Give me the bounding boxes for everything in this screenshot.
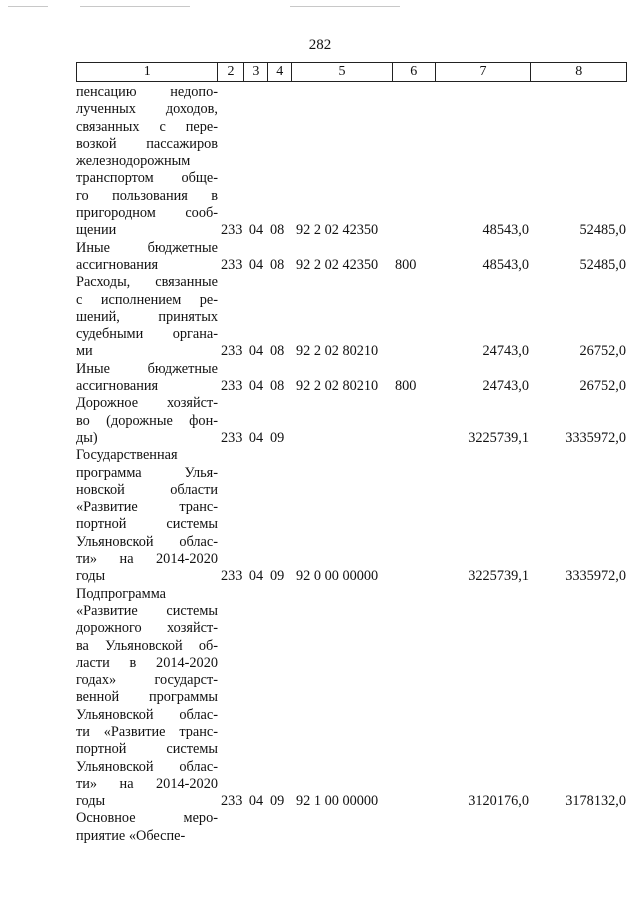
row-name xyxy=(76,84,218,240)
cell-col8: 3335972,0 xyxy=(565,568,626,585)
table-row xyxy=(76,84,627,240)
row-name-line: программа Улья- xyxy=(76,464,218,481)
row-name-line: ва Ульяновской об- xyxy=(76,637,218,654)
cell-col7: 3225739,1 xyxy=(468,429,529,446)
cell-col5: 92 2 02 42350 xyxy=(296,222,379,239)
cell-col4: 08 xyxy=(270,256,285,273)
row-name-line: во (дорожные фон- xyxy=(76,412,218,429)
row-name-line: ти «Развитие транс- xyxy=(76,723,218,740)
row-name-line: Основное меро- xyxy=(76,810,218,827)
cell-col3: 04 xyxy=(248,256,264,273)
table-row xyxy=(76,361,627,396)
cell-col6: 800 xyxy=(395,378,417,395)
row-name-line: Ульяновской облас- xyxy=(76,758,218,775)
table-body xyxy=(76,84,627,845)
row-name-line: новской области xyxy=(76,481,218,498)
cell-col7: 24743,0 xyxy=(482,343,529,360)
table-row xyxy=(76,447,627,585)
table-row xyxy=(76,240,627,275)
cell-col4: 08 xyxy=(270,378,285,395)
row-name-line: возкой пассажиров xyxy=(76,135,218,152)
header-col-4: 4 xyxy=(268,63,292,81)
row-name-line: дорожного хозяйст- xyxy=(76,620,218,637)
table-row xyxy=(76,274,627,360)
cell-col8: 52485,0 xyxy=(579,222,626,239)
cell-col2: 233 xyxy=(221,222,243,239)
row-name xyxy=(76,586,218,811)
cell-col5: 92 2 02 80210 xyxy=(296,343,379,360)
row-name xyxy=(76,361,218,396)
row-name-line: Государственная xyxy=(76,447,178,464)
cell-col7: 3225739,1 xyxy=(468,568,529,585)
cell-col2: 233 xyxy=(221,378,243,395)
row-name-line: ти» на 2014-2020 xyxy=(76,551,218,568)
cell-col3: 04 xyxy=(248,378,264,395)
row-name-line: шений, принятых xyxy=(76,308,218,325)
cell-col2: 233 xyxy=(221,256,243,273)
row-name-line: Иные бюджетные xyxy=(76,239,218,256)
cell-col5: 92 0 00 00000 xyxy=(296,568,379,585)
row-name-line: годы xyxy=(76,793,106,810)
header-col-8: 8 xyxy=(575,64,583,79)
table-row xyxy=(76,586,627,811)
header-col-1: 1 xyxy=(77,63,218,81)
row-name-line: ми xyxy=(76,343,93,360)
cell-col3: 04 xyxy=(248,793,264,810)
row-name-line: «Развитие системы xyxy=(76,602,218,619)
row-name-line: портной системы xyxy=(76,741,218,758)
cell-col8: 26752,0 xyxy=(579,378,626,395)
row-name xyxy=(76,240,218,275)
row-name-line: «Развитие транс- xyxy=(76,499,218,516)
page-number: 282 xyxy=(308,37,332,53)
cell-col2: 233 xyxy=(221,793,243,810)
cell-col4: 09 xyxy=(270,429,285,446)
cell-col6: 800 xyxy=(395,256,417,273)
header-col-2: 2 xyxy=(218,63,244,81)
row-name xyxy=(76,395,218,447)
row-name-line: пригородном сооб- xyxy=(76,205,218,222)
row-name-line: ды) xyxy=(76,429,98,446)
cell-col3: 04 xyxy=(248,343,264,360)
row-name-line: судебными органа- xyxy=(76,326,218,343)
cell-col7: 48543,0 xyxy=(482,222,529,239)
row-name xyxy=(76,274,218,360)
row-name-line: Иные бюджетные xyxy=(76,360,218,377)
row-name-line: железнодорожным xyxy=(76,153,191,170)
row-name-line: приятие «Обеспе- xyxy=(76,827,186,844)
cell-col8: 3178132,0 xyxy=(565,793,626,810)
row-name-line: Дорожное хозяйст- xyxy=(76,395,218,412)
scan-artifact-center xyxy=(80,6,190,7)
row-name-line: ласти в 2014-2020 xyxy=(76,654,218,671)
cell-col2: 233 xyxy=(221,568,243,585)
row-name-line: портной системы xyxy=(76,516,218,533)
cell-col2: 233 xyxy=(221,429,243,446)
row-name-line: ассигнования xyxy=(76,256,159,273)
cell-col3: 04 xyxy=(248,568,264,585)
header-col-5: 5 xyxy=(292,63,393,81)
row-name xyxy=(76,810,218,845)
row-name-line: Подпрограмма xyxy=(76,585,166,602)
cell-col3: 04 xyxy=(248,429,264,446)
row-name-line: с исполнением ре- xyxy=(76,291,218,308)
cell-col7: 24743,0 xyxy=(482,378,529,395)
cell-col5: 92 2 02 42350 xyxy=(296,256,379,273)
row-name-line: годах» государст- xyxy=(76,672,218,689)
cell-col4: 09 xyxy=(270,793,285,810)
cell-col7: 48543,0 xyxy=(482,256,529,273)
table-row xyxy=(76,810,627,845)
row-name-line: транспортом обще- xyxy=(76,170,218,187)
cell-col8: 26752,0 xyxy=(579,343,626,360)
cell-col2: 233 xyxy=(221,343,243,360)
row-name-line: Ульяновской облас- xyxy=(76,706,218,723)
row-name xyxy=(76,447,218,585)
scan-artifact-left xyxy=(8,6,48,7)
cell-col5: 92 1 00 00000 xyxy=(296,793,379,810)
cell-col8: 3335972,0 xyxy=(565,429,626,446)
table-header xyxy=(76,62,627,82)
row-name-line: ассигнования xyxy=(76,378,159,395)
header-col-7: 7 xyxy=(436,63,532,81)
cell-col4: 09 xyxy=(270,568,285,585)
row-name-line: лученных доходов, xyxy=(76,101,218,118)
cell-col8: 52485,0 xyxy=(579,256,626,273)
cell-col4: 08 xyxy=(270,343,285,360)
cell-col7: 3120176,0 xyxy=(468,793,529,810)
row-name-line: венной программы xyxy=(76,689,218,706)
row-name-line: го пользования в xyxy=(76,187,218,204)
cell-col5: 92 2 02 80210 xyxy=(296,378,379,395)
row-name-line: связанных с пере- xyxy=(76,118,218,135)
scan-artifact-right xyxy=(290,6,400,7)
row-name-line: Расходы, связанные xyxy=(76,274,218,291)
table-row xyxy=(76,395,627,447)
cell-col3: 04 xyxy=(248,222,264,239)
header-col-3: 3 xyxy=(244,63,268,81)
row-name-line: Ульяновской облас- xyxy=(76,533,218,550)
header-col-6: 6 xyxy=(393,63,436,81)
cell-col4: 08 xyxy=(270,222,285,239)
row-name-line: пенсацию недопо- xyxy=(76,84,218,100)
row-name-line: щении xyxy=(76,222,117,239)
row-name-line: годы xyxy=(76,568,106,585)
row-name-line: ти» на 2014-2020 xyxy=(76,775,218,792)
